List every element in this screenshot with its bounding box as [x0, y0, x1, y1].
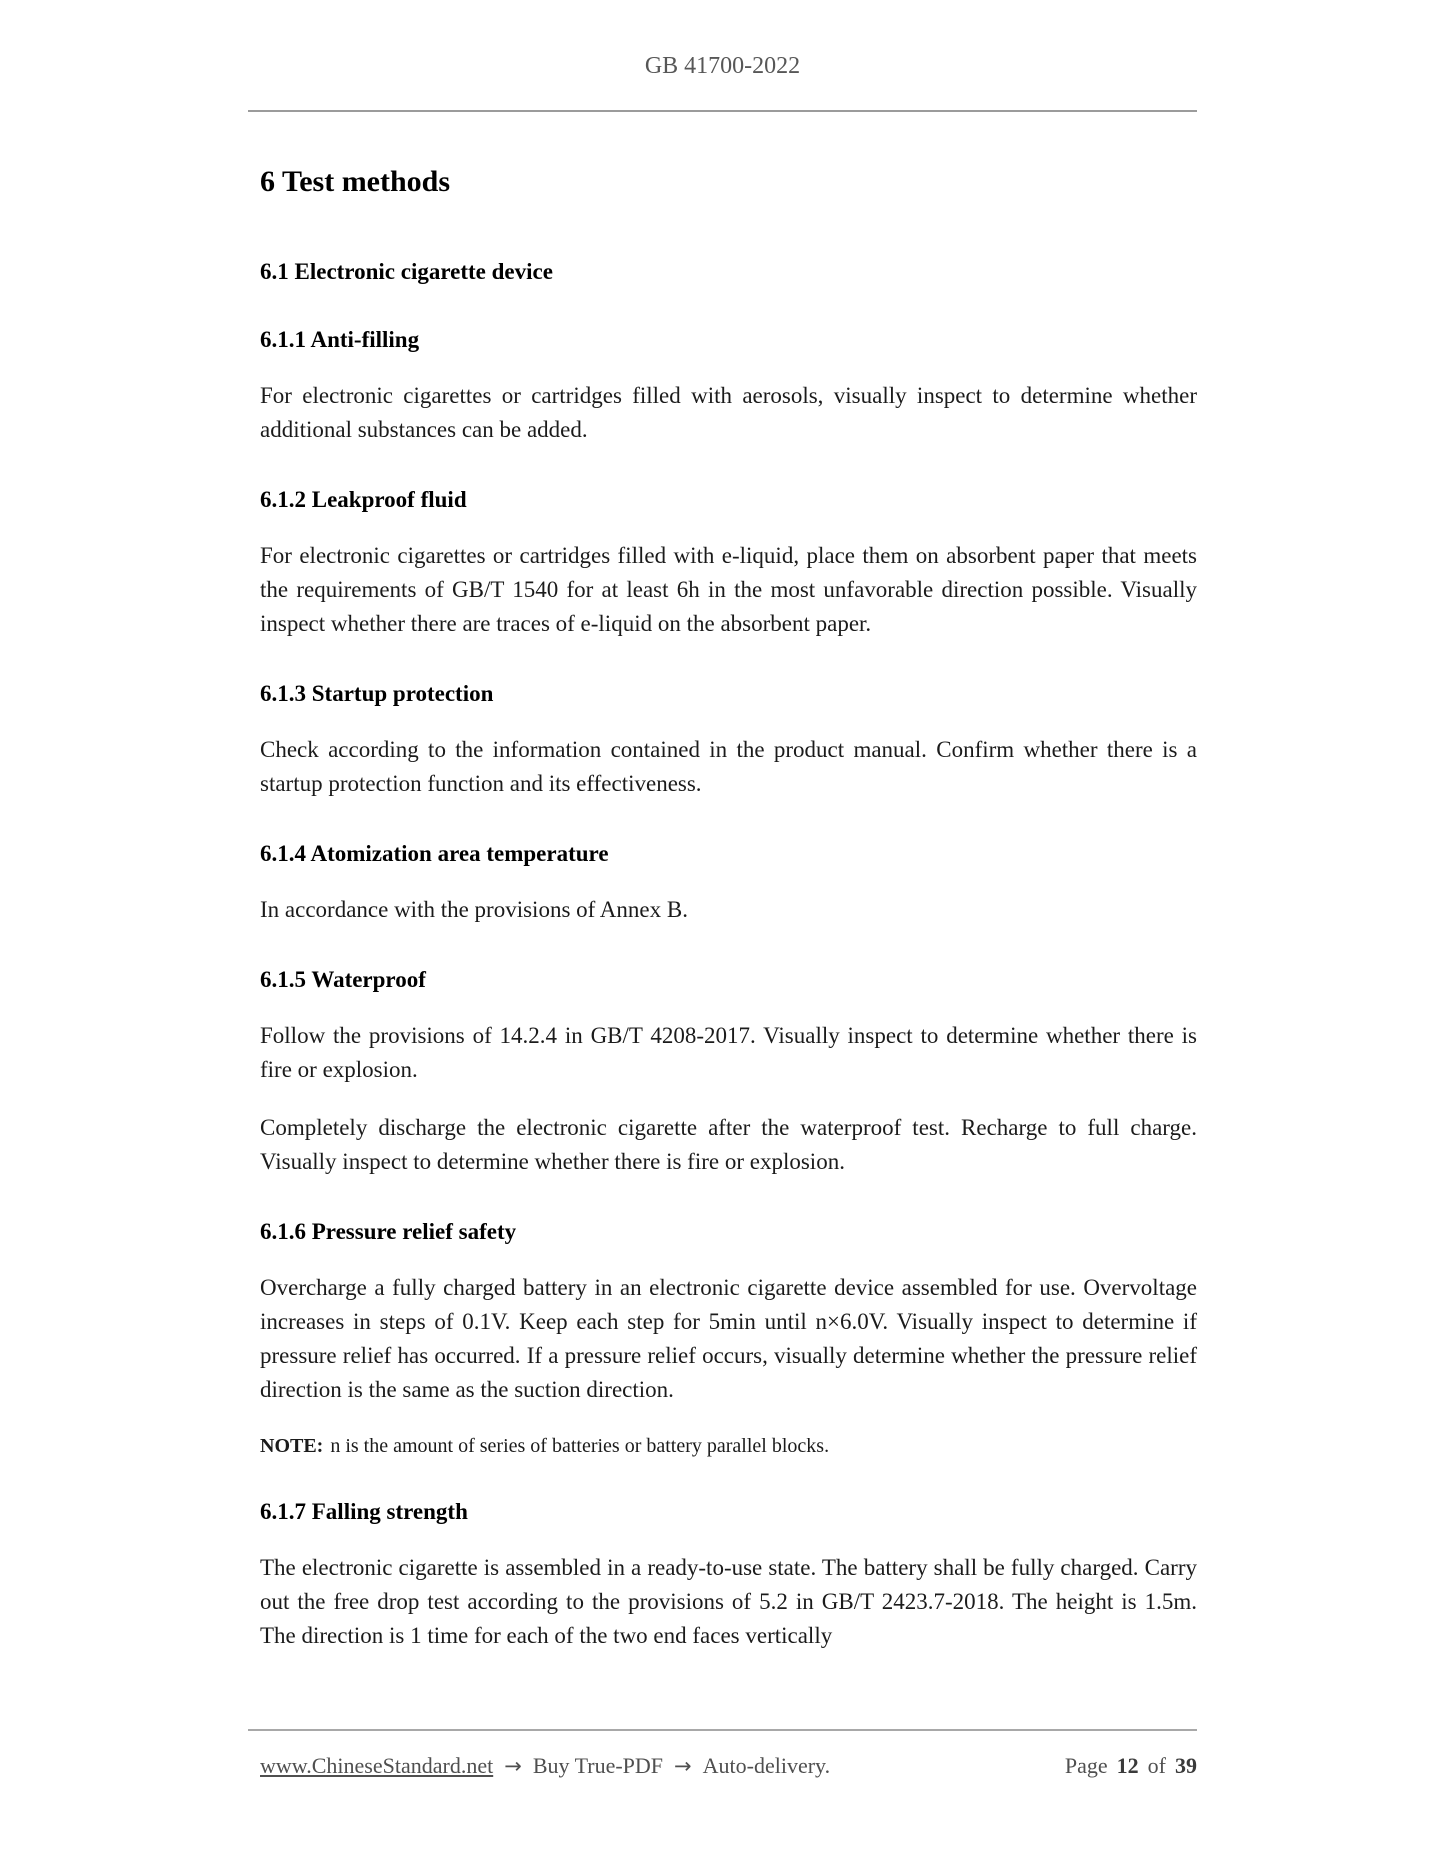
page-content [260, 111, 1197, 1653]
running-header [0, 0, 1445, 80]
footer-website-link[interactable]: www.ChineseStandard.net [260, 1753, 494, 1778]
footer-buy-text: Buy True-PDF [532, 1753, 664, 1778]
clause-6-1-5-paragraph-1: Follow the provisions of 14.2.4 in GB/T 4208-2017. Visually inspect to determine whether there is fire or explosion. [260, 1023, 1197, 1082]
arrow-icon: → [504, 1754, 522, 1778]
footer-rule [248, 1729, 1197, 1731]
clause-heading-6-1-6: 6.1.6 Pressure relief safety [260, 1219, 517, 1244]
clause-6-1-5-paragraph-2: Completely discharge the electronic cigarette after the waterproof test. Recharge to full charge. Visually inspect to determine whether there is fire or explosion. [260, 1115, 1197, 1174]
header-doc-number: GB 41700-2022 [644, 53, 801, 79]
clause-heading-6-1-2: 6.1.2 Leakproof fluid [260, 487, 467, 512]
note-text: n is the amount of series of batteries or battery parallel blocks. [330, 1435, 830, 1457]
current-page-number: 12 [1116, 1753, 1139, 1778]
clause-6-1-6-paragraph: Overcharge a fully charged battery in an electronic cigarette device assembled for use. Overvoltage increases in steps of 0.1V. Keep each step for 5min until n×6.0V. Visually inspect to determine if pressure relief has occurred. If a pressure relief occurs, visually determine whether the pressure relief direction is the same as the suction direction. [260, 1275, 1197, 1402]
chapter-title: 6 Test methods [260, 165, 451, 198]
page-label: Page [1064, 1753, 1108, 1778]
clause-6-1-4-paragraph: In accordance with the provisions of Annex B. [260, 897, 688, 922]
clause-6-1-1-paragraph: For electronic cigarettes or cartridges filled with aerosols, visually inspect to determine whether additional substances can be added. [260, 383, 1197, 442]
note-label: NOTE: [260, 1435, 324, 1457]
clause-6-1-7-paragraph: The electronic cigarette is assembled in a ready-to-use state. The battery shall be fully charged. Carry out the free drop test according to the provisions of 5.2 in GB/T 2423.7-2018. The height is 1.5m. The direction is 1 time for each of the two end faces vertically [260, 1555, 1197, 1648]
footer-delivery-text: Auto-delivery. [702, 1753, 831, 1778]
of-label: of [1147, 1753, 1166, 1778]
footer-left [260, 1752, 830, 1780]
arrow-icon: → [674, 1754, 692, 1778]
total-pages-number: 39 [1175, 1753, 1197, 1778]
clause-heading-6-1-7: 6.1.7 Falling strength [260, 1499, 468, 1524]
clause-heading-6-1-1: 6.1.1 Anti-filling [260, 327, 420, 352]
clause-6-1-3-paragraph: Check according to the information contained in the product manual. Confirm whether there is a startup protection function and its effectiveness. [260, 737, 1197, 796]
clause-heading-6-1-5: 6.1.5 Waterproof [260, 967, 426, 992]
clause-6-1-2-paragraph: For electronic cigarettes or cartridges filled with e-liquid, place them on absorbent paper that meets the requirements of GB/T 1540 for at least 6h in the most unfavorable direction possible. Visually inspect whether there are traces of e-liquid on the absorbent paper. [260, 543, 1197, 636]
page-indicator [1065, 1752, 1197, 1780]
clause-heading-6-1-3: 6.1.3 Startup protection [260, 681, 494, 706]
page-footer [260, 1752, 1197, 1780]
note [260, 1433, 1197, 1459]
clause-heading-6-1-4: 6.1.4 Atomization area temperature [260, 841, 609, 866]
section-heading: 6.1 Electronic cigarette device [260, 259, 553, 284]
